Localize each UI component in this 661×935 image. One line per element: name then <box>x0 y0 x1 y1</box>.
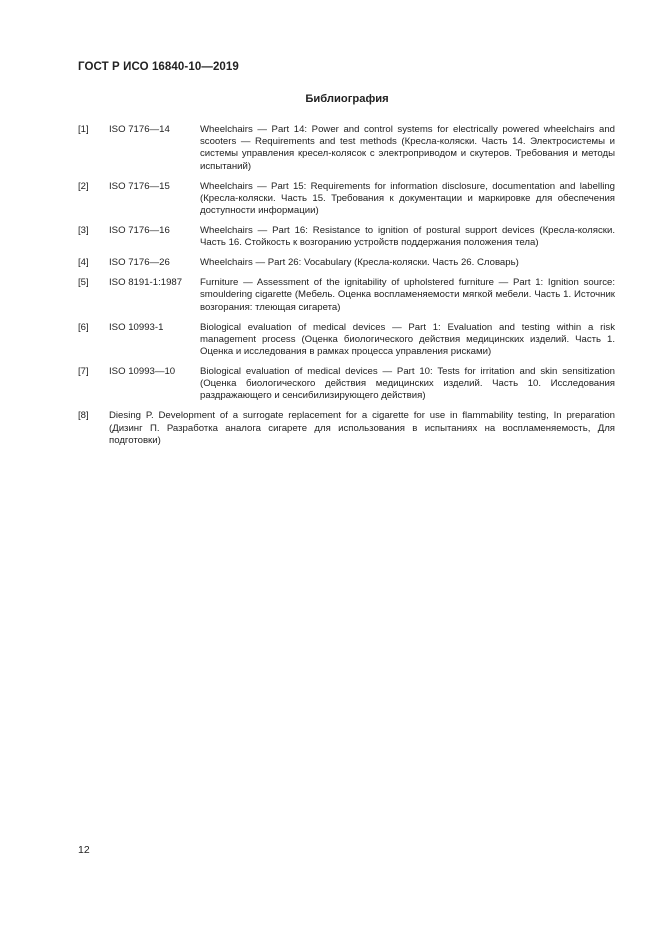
entry-code: ISO 7176—26 <box>109 257 170 269</box>
entry-number: [1] <box>78 124 89 135</box>
entry-text: Biological evaluation of medical devices — Part 1: Evaluation and testing within a risk management process (Оценка биологического действия медицинских изделий. Часть 1. Оценка и исследования в рамках процесса управления рисками) <box>200 321 615 358</box>
bibliography-list <box>78 124 615 455</box>
bibliography-entry <box>78 322 615 359</box>
entry-number: [8] <box>78 410 89 422</box>
entry-text: Biological evaluation of medical devices — Part 10: Tests for irritation and skin sensitization (Оценка биологического действия медицинских изделий. Часть 10. Исследования раздражающего и сенсибилизирующего действия) <box>200 366 615 402</box>
section-title <box>0 93 661 105</box>
bibliography-entry <box>78 410 615 447</box>
entry-text: Diesing P. Development of a surrogate replacement for a cigarette for use in flammability testing, In preparation (Дизинг П. Разработка аналога сигарете для использования в испытаниях на воспламеняемость, Для подготовки) <box>109 410 615 446</box>
entry-text: Furniture — Assessment of the ignitability of upholstered furniture — Part 1: Ignition source: smouldering cigarette (Мебель. Оценка воспламеняемости мягкой мебели. Часть 1. Источник возгорания: тлеющая сигарета) <box>200 277 615 313</box>
entry-number: [7] <box>78 366 89 378</box>
entry-text: Wheelchairs — Part 14: Power and control systems for electrically powered wheelchairs and scooters — Requirements and test methods (Кресла-коляски. Часть 14. Электросистемы и системы управления кресел-колясок с электроприводом и скутеров. Требования и методы испытаний) <box>200 124 615 172</box>
bibliography-entry <box>78 225 615 249</box>
entry-code: ISO 7176—16 <box>109 225 170 237</box>
entry-number: [6] <box>78 321 89 333</box>
bibliography-entry <box>78 277 615 314</box>
entry-number: [2] <box>78 180 89 192</box>
entry-code: ISO 10993-1 <box>109 321 164 333</box>
bibliography-entry <box>78 257 615 269</box>
entry-number: [3] <box>78 225 89 237</box>
entry-code: ISO 8191-1:1987 <box>109 277 183 289</box>
bibliography-heading: Библиография <box>305 93 389 105</box>
entry-number: [5] <box>78 277 89 289</box>
bibliography-entry <box>78 181 615 218</box>
entry-text: Wheelchairs — Part 26: Vocabulary (Кресла-коляски. Часть 26. Словарь) <box>200 257 519 269</box>
entry-code: ISO 7176—14 <box>109 124 170 135</box>
entry-text: Wheelchairs — Part 16: Resistance to ignition of postural support devices (Кресла-коляски. Часть 16. Стойкость к возгоранию устройств поддержания положения тела) <box>200 225 615 249</box>
entry-number: [4] <box>78 257 89 269</box>
entry-code: ISO 10993—10 <box>109 366 176 378</box>
bibliography-entry <box>78 366 615 403</box>
document-header: ГОСТ Р ИСО 16840-10—2019 <box>78 61 239 73</box>
entry-text: Wheelchairs — Part 15: Requirements for information disclosure, documentation and labelling (Кресла-коляски. Часть 15. Требования к документации и маркировке для обеспечения доступности информации) <box>200 180 615 217</box>
bibliography-entry <box>78 124 615 173</box>
page-number: 12 <box>78 844 90 856</box>
entry-code: ISO 7176—15 <box>109 180 170 192</box>
